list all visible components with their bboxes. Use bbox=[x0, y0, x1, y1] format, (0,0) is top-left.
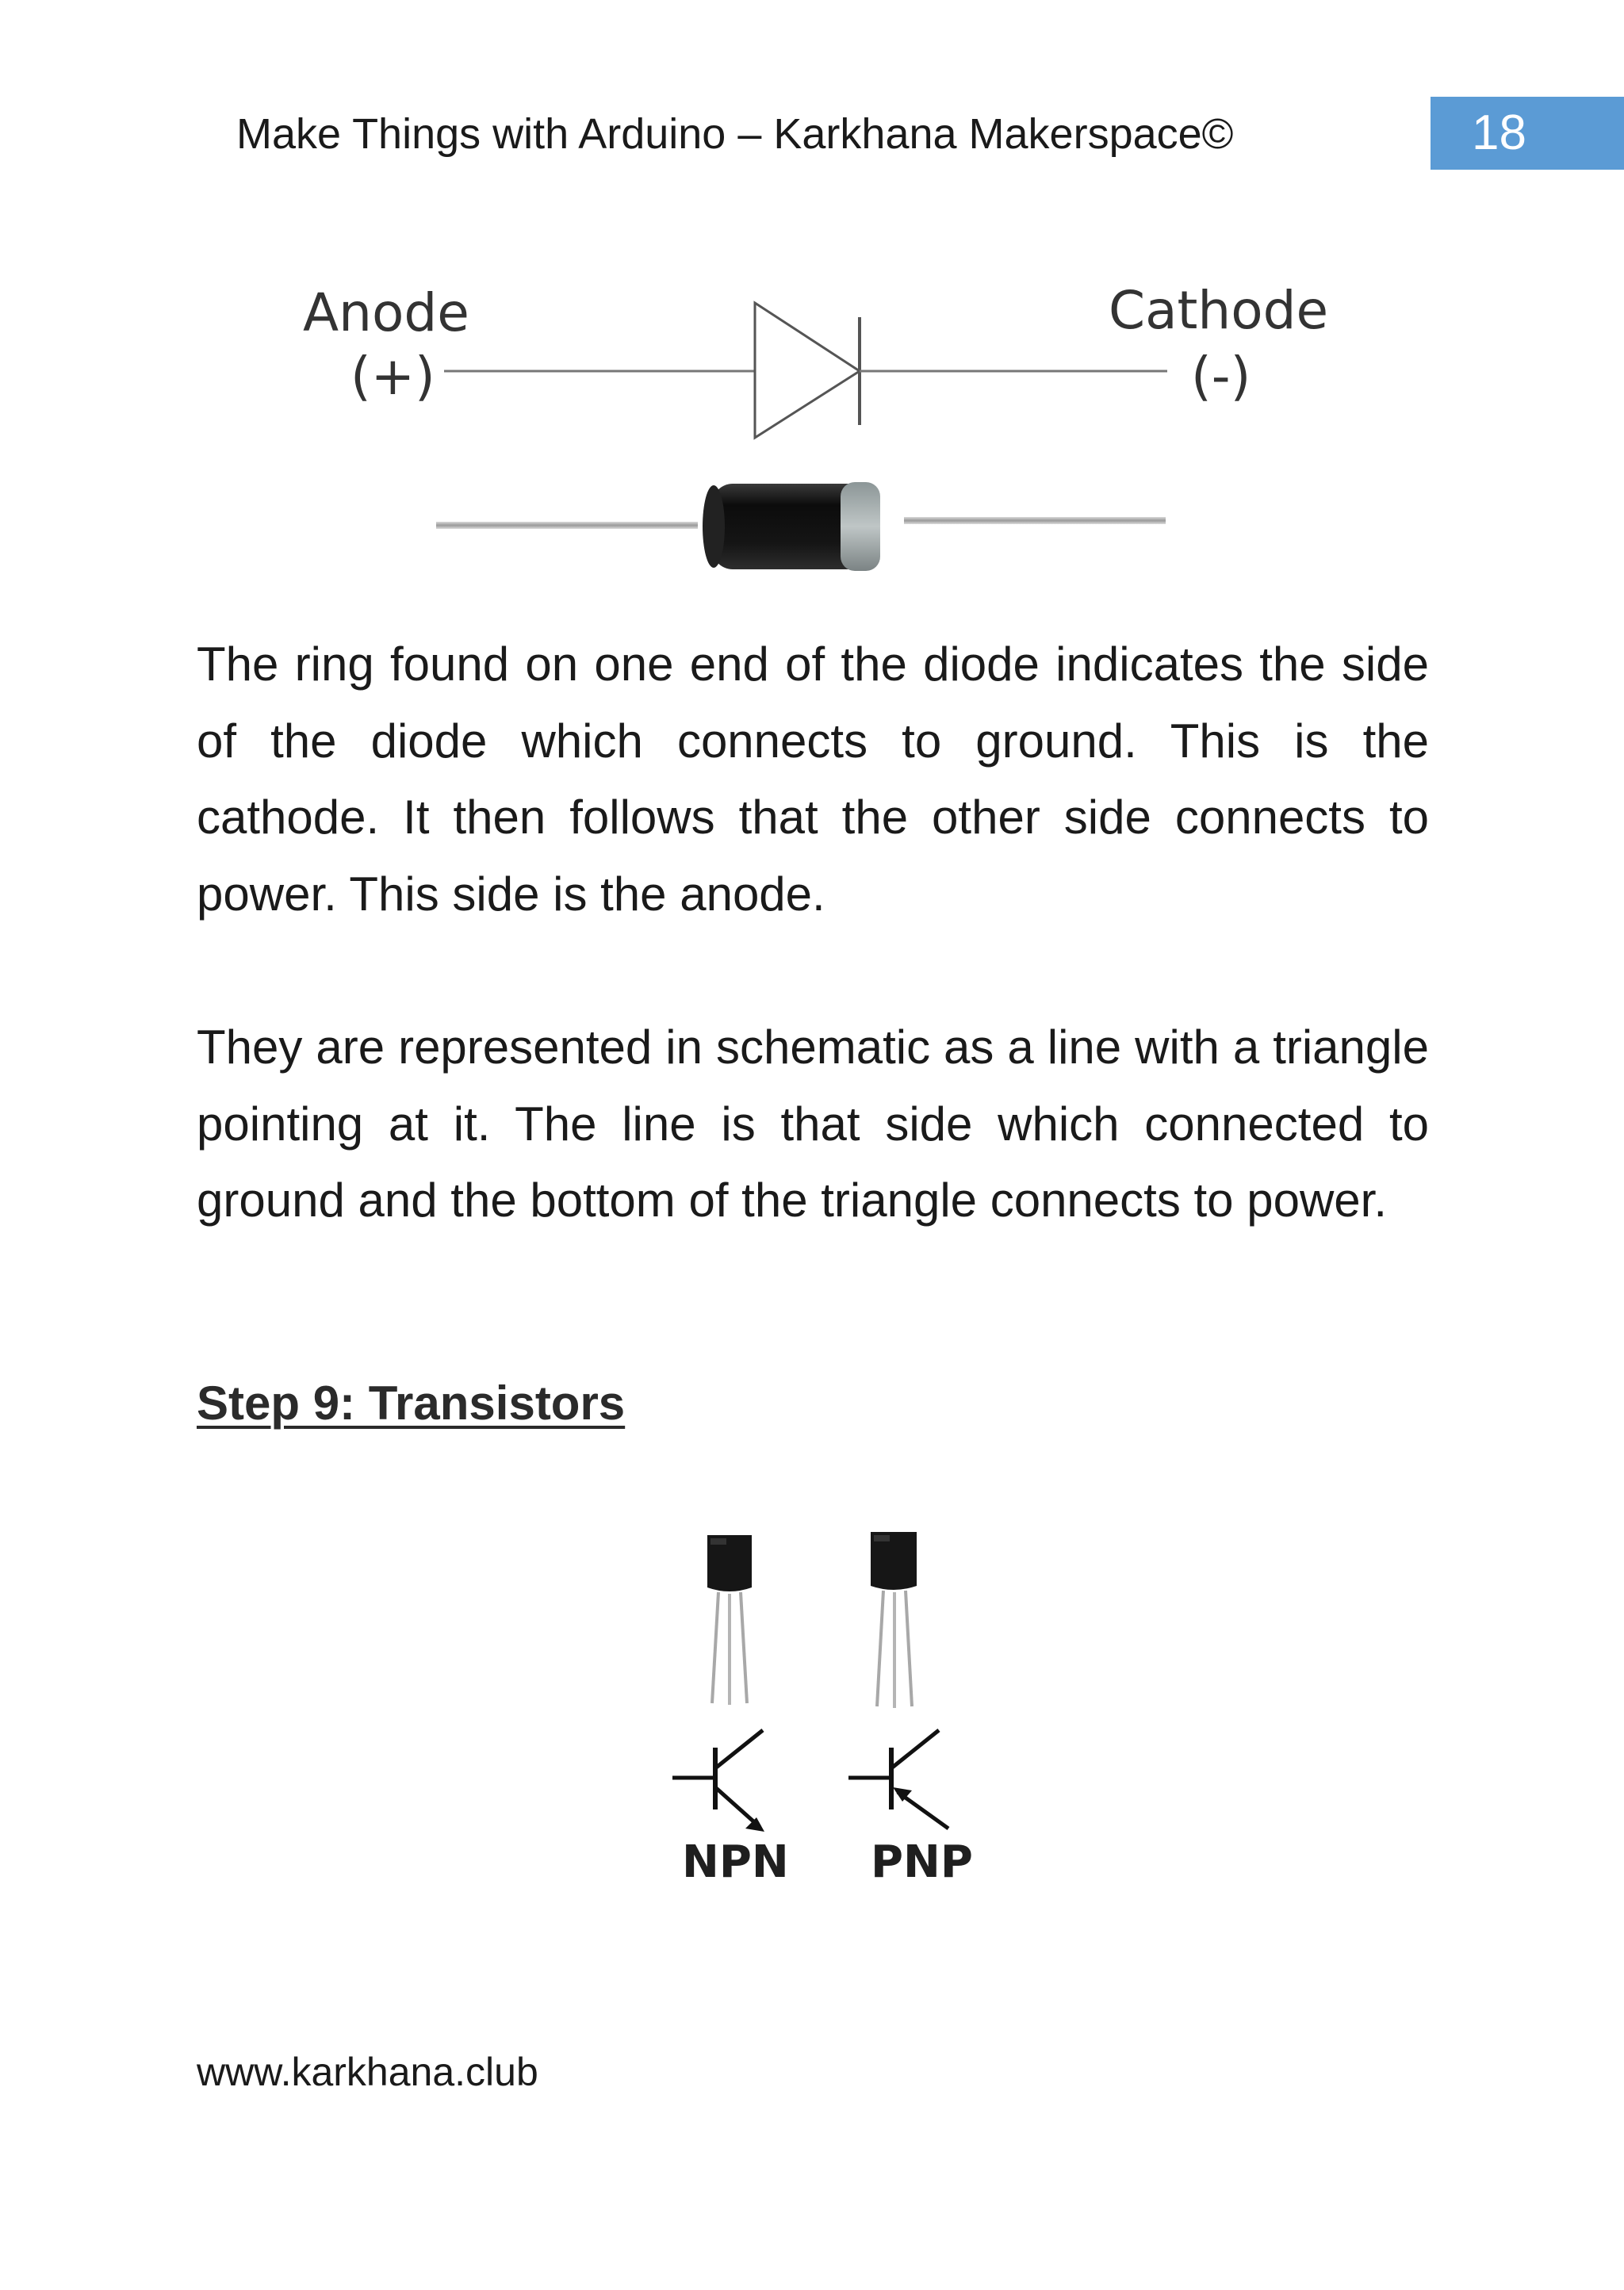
footer-website-url: www.karkhana.club bbox=[197, 2050, 538, 2094]
pnp-label: PNP bbox=[871, 1836, 973, 1888]
running-header-title: Make Things with Arduino – Karkhana Makerspace© bbox=[236, 110, 1234, 158]
paragraph-diode-ring: The ring found on one end of the diode indicates the side of the diode which connects to ground. This is the cathode. It then follows that the other side connects to power. This side is the anode. bbox=[197, 638, 1429, 921]
anode-sign: (+) bbox=[350, 346, 435, 407]
diode-component-photo bbox=[285, 270, 1348, 603]
transistor-figure bbox=[666, 1522, 999, 1919]
cathode-label: Cathode bbox=[1109, 280, 1329, 341]
anode-label: Anode bbox=[303, 282, 469, 343]
npn-label: NPN bbox=[682, 1836, 789, 1888]
page-number-badge: 18 bbox=[1431, 97, 1624, 170]
section-heading-transistors: Step 9: Transistors bbox=[197, 1377, 626, 1430]
cathode-sign: (-) bbox=[1191, 346, 1251, 407]
diode-figure bbox=[285, 270, 1348, 603]
paragraph-schematic: They are represented in schematic as a line with a triangle pointing at it. The line is that side which connected to ground and the bottom of the triangle connects to power. bbox=[197, 1021, 1429, 1227]
